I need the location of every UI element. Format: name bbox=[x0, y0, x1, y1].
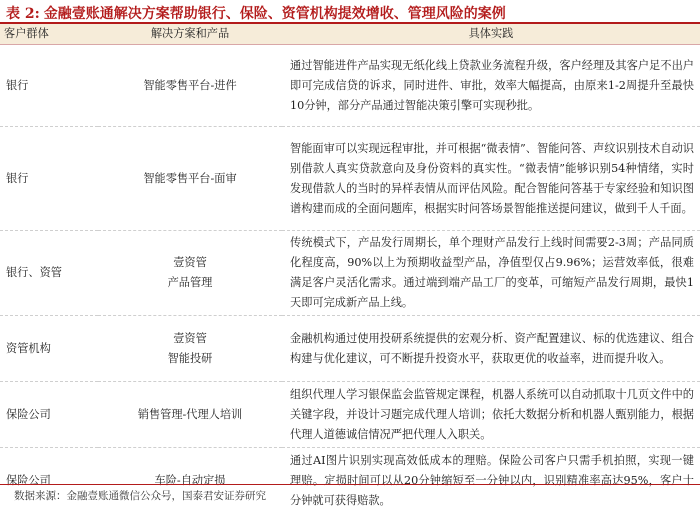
product-cell bbox=[98, 382, 282, 448]
product-line: 智能投研 bbox=[167, 351, 213, 365]
table-row bbox=[0, 448, 700, 514]
product-cell bbox=[98, 45, 282, 127]
table-row bbox=[0, 316, 700, 382]
group-cell: 银行 bbox=[0, 45, 98, 127]
group-cell: 银行 bbox=[0, 127, 98, 231]
product-cell bbox=[98, 316, 282, 382]
header-row bbox=[0, 24, 700, 45]
product-cell bbox=[98, 448, 282, 514]
product-line: 产品管理 bbox=[167, 276, 213, 289]
practice-cell: 智能面审可以实现远程审批，并可根据“微表情”、智能问答、声纹识别技术自动识别借款人真实贷款意向及身份资料的真实性。“微表情”能够识别54种情绪，实时发现借款人的当时的异样表情从而评估风险。配合智能问答基于专家经验和知识图谱构建而成的全面问题库，根据实时问答场景智能推送提问建议，做到千人千面。 bbox=[282, 127, 700, 231]
table-title bbox=[6, 3, 506, 23]
group-cell: 资管机构 bbox=[0, 316, 98, 382]
product-line: 销售管理-代理人培训 bbox=[137, 407, 243, 421]
practice-cell: 金融机构通过使用投研系统提供的宏观分析、资产配置建议、标的优选建议、组合构建与优化建议，可不断提升投资水平，获取更优的收益率，进而提升收入。 bbox=[282, 316, 700, 382]
group-cell: 保险公司 bbox=[6, 473, 51, 487]
header-practice: 具体实践 bbox=[282, 24, 700, 45]
group-cell: 银行、资管 bbox=[0, 231, 98, 316]
table-row bbox=[0, 382, 700, 448]
practice-cell: 传统模式下，产品发行周期长，单个理财产品发行上线时间需要2-3周；产品同质化程度高，90%以上为预期收益型产品，净值型仅占9.96%；运营效率低，很难满足客户灵活化需求。通过端到端产品工厂的变革，可缩短产品发行周期，最快1天即可完成新产品上线。 bbox=[282, 231, 700, 316]
table-row bbox=[0, 45, 700, 127]
product-line: 智能零售平台-面审 bbox=[143, 171, 237, 185]
table-caption: 金融壹账通解决方案帮助银行、保险、资管机构提效增收、管理风险的案例 bbox=[43, 6, 506, 22]
product-cell bbox=[98, 231, 282, 316]
table-row bbox=[0, 127, 700, 231]
table-row bbox=[0, 231, 700, 316]
cases-table bbox=[0, 24, 700, 514]
bottom-rule bbox=[0, 484, 700, 485]
group-cell: 保险公司 bbox=[0, 382, 98, 448]
header-solution-product: 解决方案和产品 bbox=[98, 24, 282, 45]
source-note: 数据来源：金融壹账通微信公众号，国泰君安证券研究 bbox=[14, 490, 266, 502]
product-cell bbox=[98, 127, 282, 231]
header-customer-group: 客户群体 bbox=[0, 24, 98, 45]
product-line: 壹资管 bbox=[173, 331, 207, 345]
table-number: 表 2: bbox=[6, 6, 40, 22]
practice-cell: 通过AI图片识别实现高效低成本的理赔。保险公司客户只需手机拍照，实现一键理赔。定损时间可以从20分钟缩短至一分钟以内，识别精准率高达95%，客户十分钟就可获得赔款。 bbox=[290, 453, 694, 507]
practice-cell: 组织代理人学习银保监会监管规定课程，机器人系统可以自动抓取十几页文件中的关键字段，并设计习题完成代理人培训；依托大数据分析和机器人甄别能力，根据代理人道德诚信情况严把代理人入职关。 bbox=[282, 382, 700, 448]
product-line: 壹资管 bbox=[173, 256, 207, 269]
product-line: 车险-自动定损 bbox=[154, 473, 226, 487]
product-line: 智能零售平台-进件 bbox=[143, 78, 237, 92]
practice-cell: 通过智能进件产品实现无纸化线上贷款业务流程升级，客户经理及其客户足不出户即可完成信贷的诉求，同时进件、审批，效率大幅提高，由原来1-2周提升至最快10分钟，部分产品通过智能决策引擎可实现秒批。 bbox=[282, 45, 700, 127]
